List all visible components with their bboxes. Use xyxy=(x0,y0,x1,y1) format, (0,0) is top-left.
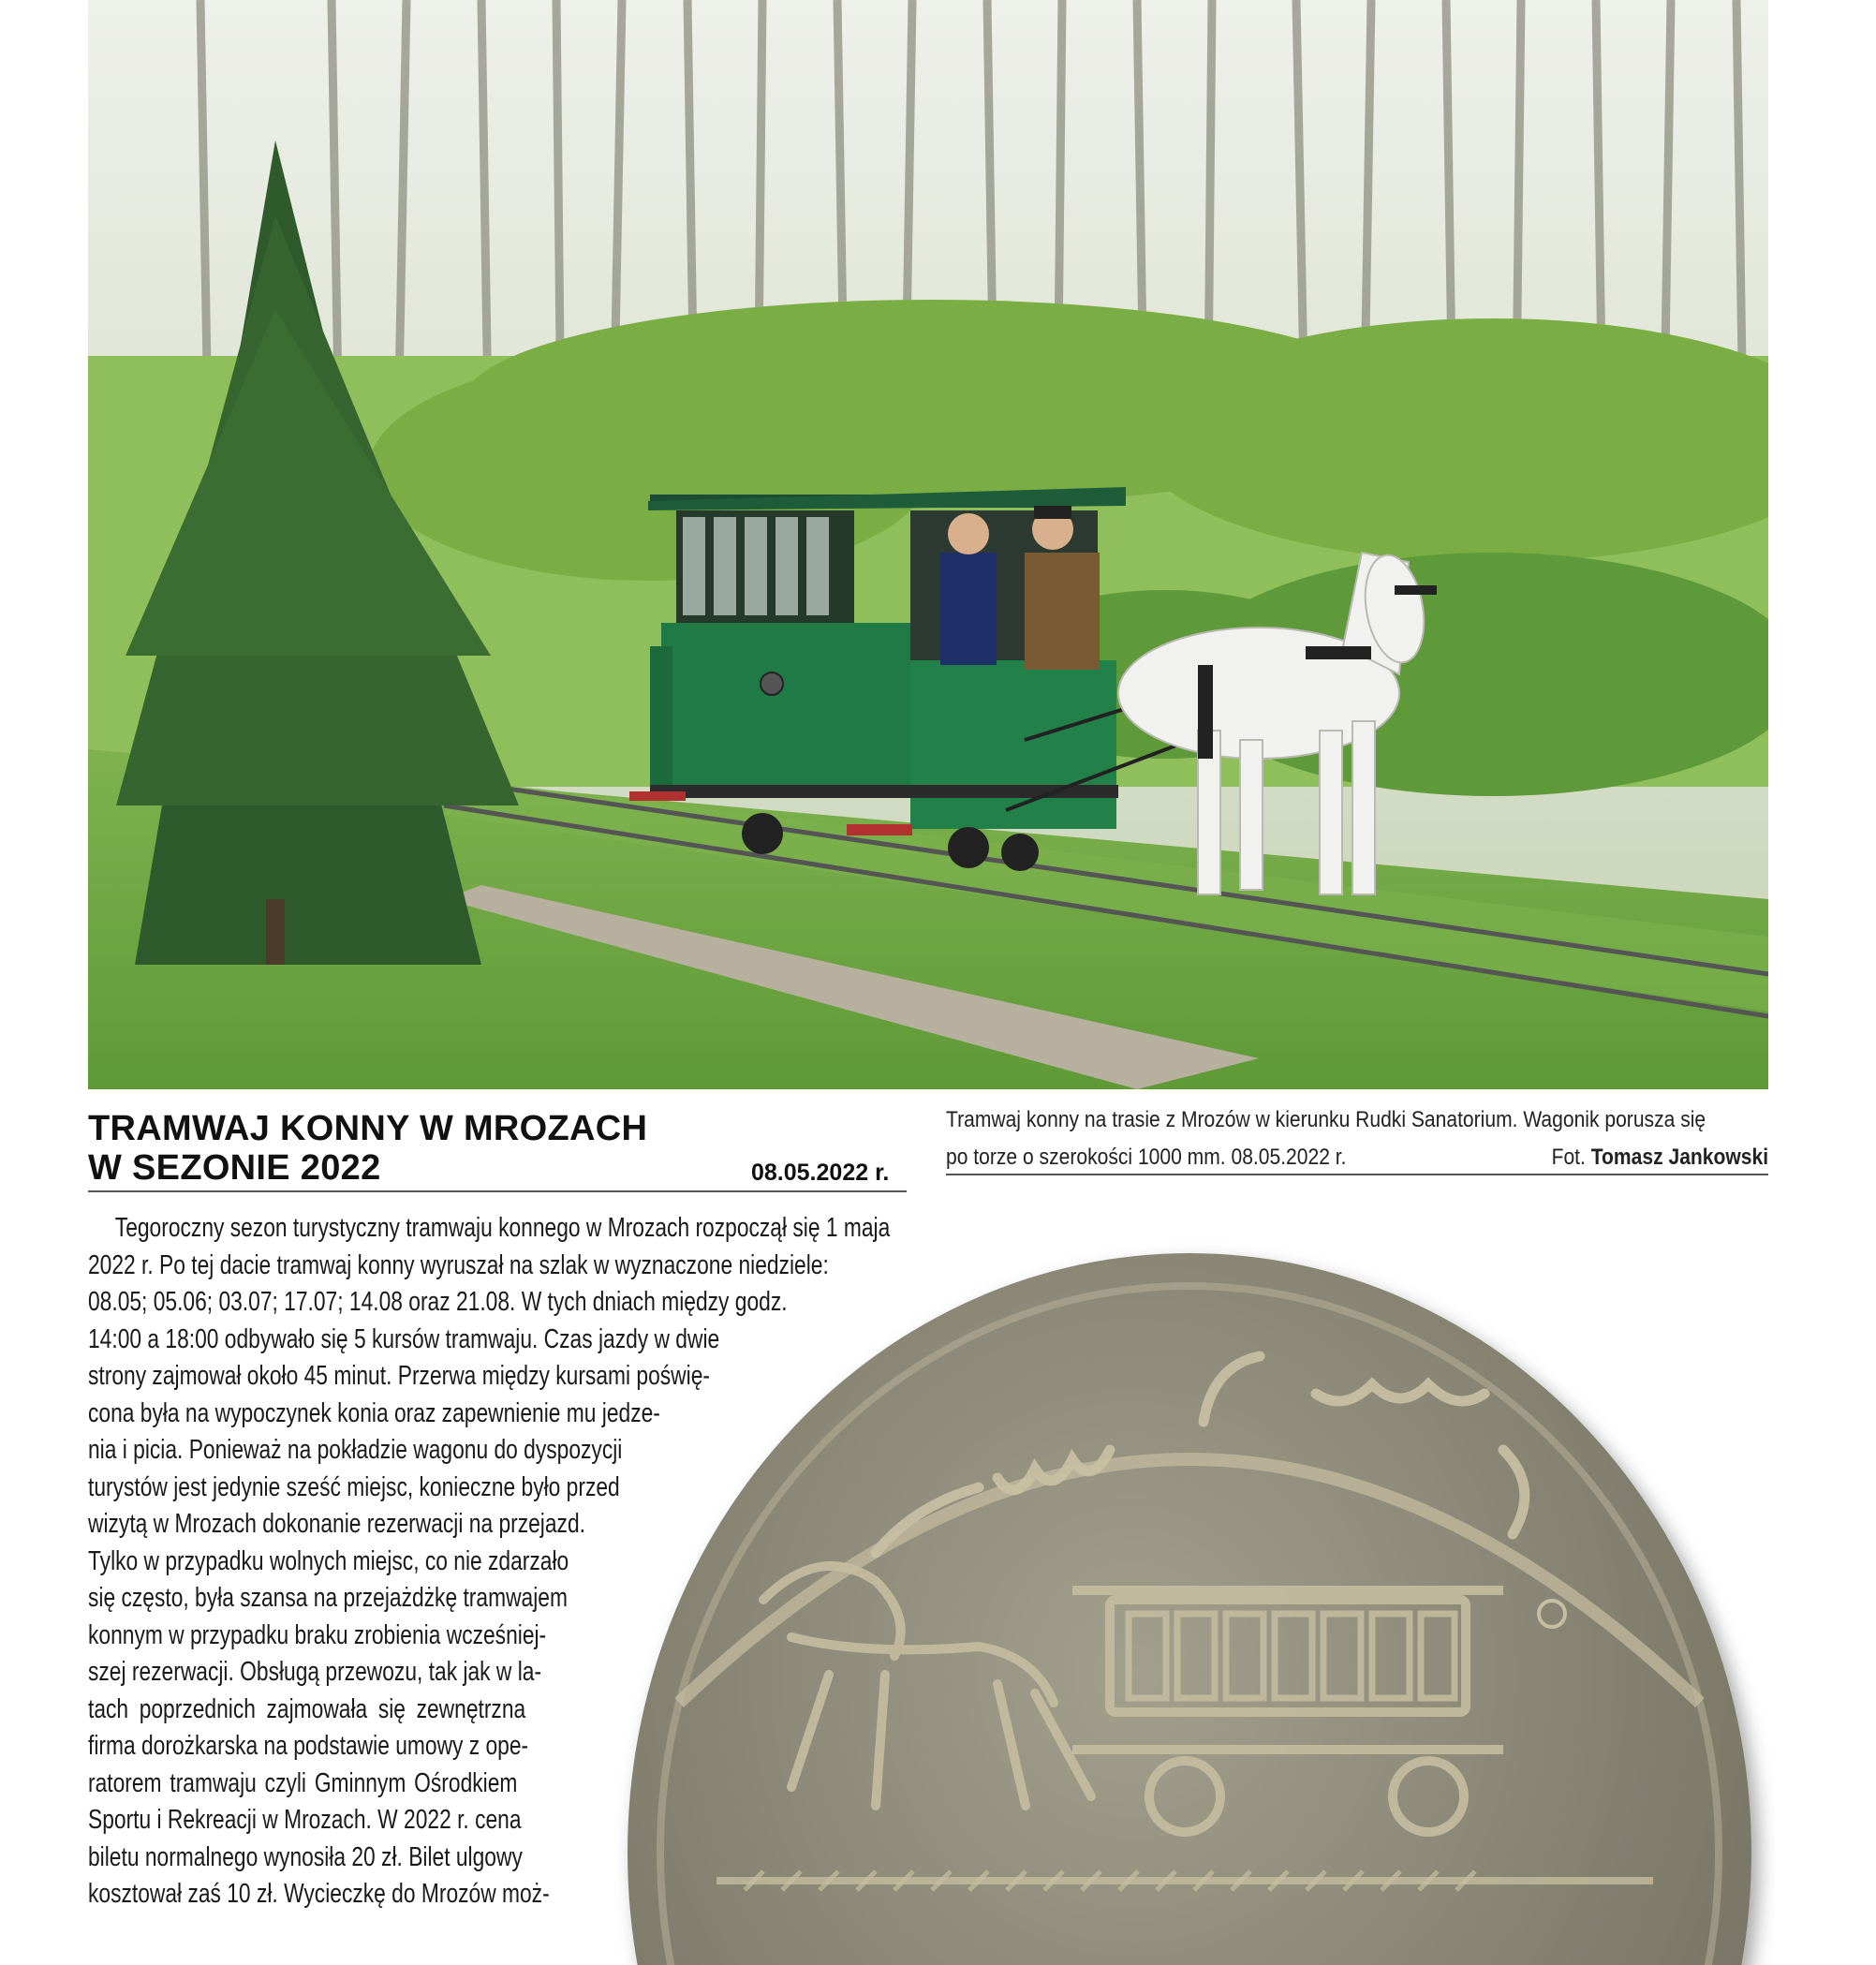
body-line: biletu normalnego wynosiła 20 zł. Bilet ulgowy xyxy=(88,1841,523,1872)
photo-caption xyxy=(946,1101,1768,1176)
body-line: 2022 r. Po tej dacie tramwaj konny wyruszał na szlak w wyznaczone niedziele: xyxy=(88,1249,829,1280)
body-line: Sportu i Rekreacji w Mrozach. W 2022 r. cena xyxy=(88,1805,522,1835)
tram-medallion xyxy=(604,1234,1775,1965)
body-line: wizytą w Mrozach dokonanie rezerwacji na przejazd. xyxy=(88,1509,585,1539)
caption-line-1: Tramwaj konny na trasie z Mrozów w kierunku Rudki Sanatorium. Wagonik porusza się xyxy=(946,1107,1706,1132)
body-line: ratorem tramwaju czyli Gminnym Ośrodkiem xyxy=(88,1767,518,1798)
photo-credit-name: Tomasz Jankowski xyxy=(1590,1145,1769,1170)
body-line: tach poprzednich zajmowała się zewnętrzna xyxy=(88,1693,526,1724)
body-line: Tylko w przypadku wolnych miejsc, co nie zdarzało xyxy=(88,1545,569,1576)
tram-photo-illustration xyxy=(88,0,1768,1089)
headline-line-2: W SEZONIE 2022 xyxy=(88,1148,381,1188)
body-line: kosztował zaś 10 zł. Wycieczkę do Mrozów moż- xyxy=(88,1879,550,1909)
photo-credit xyxy=(1552,1139,1768,1176)
body-line: nia i picia. Ponieważ na pokładzie wagonu do dyspozycji xyxy=(88,1435,623,1465)
medallion-illustration xyxy=(604,1234,1775,1965)
body-line: 08.05; 05.06; 03.07; 17.07; 14.08 oraz 21.08. W tych dniach między godz. xyxy=(88,1287,788,1317)
tram-photo xyxy=(88,0,1768,1089)
photo-credit-prefix: Fot. xyxy=(1551,1145,1586,1170)
body-line: turystów jest jedynie sześć miejsc, konieczne było przed xyxy=(88,1471,620,1502)
caption-line-2 xyxy=(946,1139,1768,1176)
headline-divider xyxy=(88,1190,907,1192)
body-line: 14:00 a 18:00 odbywało się 5 kursów tramwaju. Czas jazdy w dwie xyxy=(88,1323,720,1354)
body-line: cona była na wypoczynek konia oraz zapewnienie mu jedze- xyxy=(88,1397,660,1428)
headline-line-1: TRAMWAJ KONNY W MROZACH xyxy=(88,1109,648,1148)
body-line: firma dorożkarska na podstawie umowy z ope- xyxy=(88,1731,529,1761)
article-date: 08.05.2022 r. xyxy=(751,1160,890,1186)
body-line: szej rezerwacji. Obsługą przewozu, tak jak w la- xyxy=(88,1657,542,1687)
body-line: Tegoroczny sezon turystyczny tramwaju konnego w Mrozach rozpoczął się 1 maja xyxy=(114,1213,891,1243)
caption-divider xyxy=(946,1174,1768,1175)
body-line: strony zajmował około 45 minut. Przerwa między kursami poświę- xyxy=(88,1361,710,1391)
body-line: konnym w przypadku braku zrobienia wcześniej- xyxy=(88,1619,547,1650)
body-line: się często, była szansa na przejażdżkę tramwajem xyxy=(88,1583,568,1613)
caption-line-2-text: po torze o szerokości 1000 mm. 08.05.2022 r. xyxy=(946,1145,1347,1170)
